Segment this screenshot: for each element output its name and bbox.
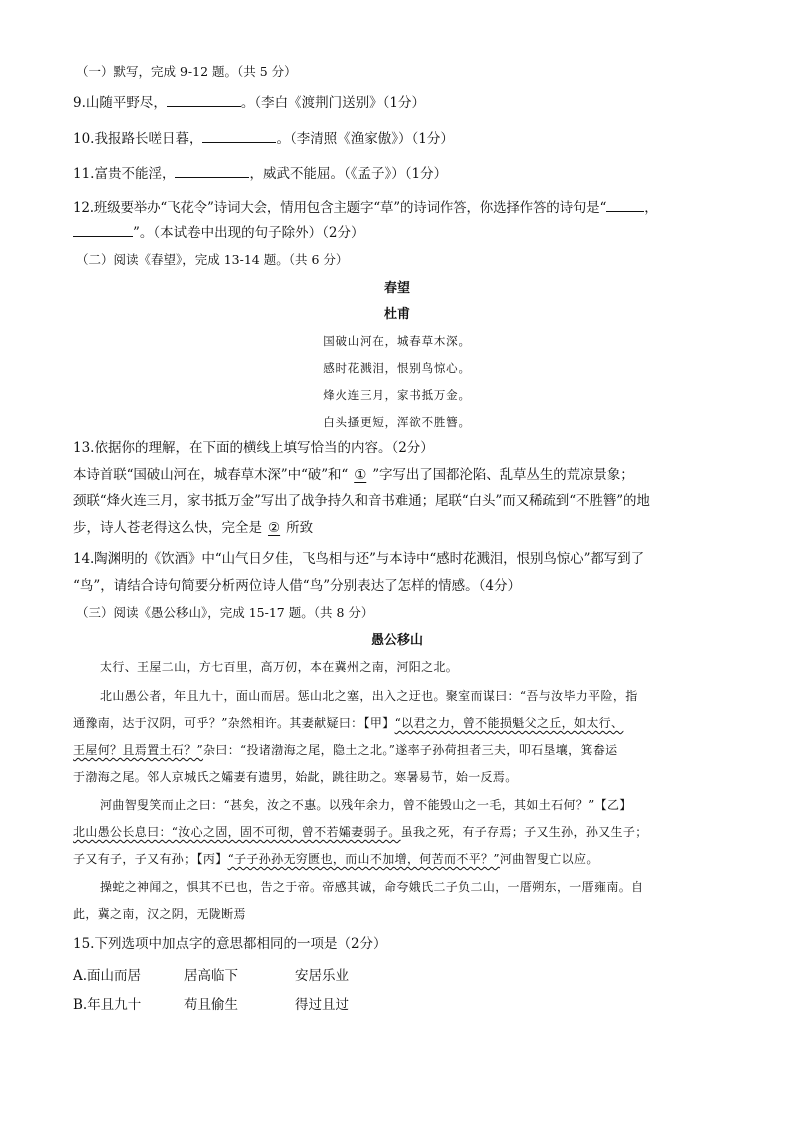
q9-text-before: 9.山随平野尽， (73, 95, 167, 111)
q11-text-before: 11.富贵不能淫， (73, 166, 176, 182)
poem-line: 感时花溅泪，恨别鸟惊心。 (323, 361, 471, 375)
q10-text-after: 。（李清照《渔家傲》）（1分） (276, 131, 454, 147)
option-label: A.面山而居 (73, 968, 142, 984)
question-10 (73, 128, 724, 149)
q13-text: ”字写出了国都沦陷、乱草丛生的荒凉景象； (372, 467, 634, 483)
q13-blank-2[interactable]: ② (268, 520, 281, 536)
section-heading-dictation: （一）默写，完成 9-12 题。（共 5 分） (76, 64, 297, 79)
passage-paragraph-1: 太行、王屋二山，方七百里，高万仞，本在冀州之南，河阳之北。 (100, 660, 459, 674)
question-12-line1 (73, 197, 724, 218)
passage-text: 虽我之死，有子存焉；子又生孙，孙又生子； (400, 825, 648, 839)
marked-sentence-yi: 北山愚公长息曰：“汝心之固，固不可彻，曾不若孀妻弱子。 (73, 825, 401, 839)
question-14-line2: “鸟”，请结合诗句简要分析两位诗人借“鸟”分别表达了怎样的情感。（4分） (73, 578, 521, 594)
q12-text: 12.班级要举办“飞花令”诗词大会，情用包含主题字“草”的诗词作答，你选择作答的诗句是“ (73, 200, 607, 216)
passage-paragraph-3-line2 (73, 822, 648, 842)
question-15-stem: 15.下列选项中加点字的意思都相同的一项是（2分） (73, 936, 387, 952)
q12-text-end: ”。（本试卷中出现的句子除外）（2分） (133, 225, 365, 241)
question-13-line2 (73, 465, 724, 485)
question-13-line3: 颈联“烽火连三月，家书抵万金”写出了战争持久和音书难通；尾联“白头”而又稀疏到“不胜簪”的地 (73, 493, 650, 509)
q13-text: 步，诗人苍老得这么快，完全是 (73, 520, 262, 536)
q13-text: 所致 (286, 520, 314, 536)
poem-line: 白头搔更短，浑欲不胜簪。 (323, 415, 471, 429)
section-heading-yugong: （三）阅读《愚公移山》，完成 15-17 题。（共 8 分） (76, 605, 374, 620)
poem-line: 烽火连三月，家书抵万金。 (323, 388, 471, 402)
q12-answer-blank-1[interactable] (606, 197, 644, 212)
option-item: 得过且过 (295, 997, 349, 1013)
q13-text: 本诗首联“国破山河在，城春草木深”中“破”和“ (73, 467, 349, 483)
passage-text: 通豫南，达于汉阴，可乎？”杂然相许。其妻献疑曰：【甲】 (73, 716, 395, 730)
passage-paragraph-4-line1: 操蛇之神闻之，惧其不已也，告之于帝。帝感其诚，命夸娥氏二子负二山，一厝朔东，一厝雍南。自 (100, 880, 644, 894)
question-13-line4 (73, 518, 724, 538)
passage-paragraph-2-line1: 北山愚公者，年且九十，面山而居。惩山北之塞，出入之迂也。聚室而谋曰：“吾与汝毕力平险，指 (100, 689, 638, 703)
marked-sentence-jia-cont: 王屋何？且焉置土石？” (73, 743, 203, 757)
passage-text: 杂曰：“投诸渤海之尾，隐土之北。”遂率子孙荷担者三夫，叩石垦壤，箕畚运 (203, 743, 618, 757)
q11-answer-blank[interactable] (175, 163, 249, 178)
passage-text: 河曲智叟亡以应。 (499, 852, 599, 866)
q12-answer-blank-2[interactable] (73, 222, 133, 237)
passage-paragraph-2-line2 (73, 713, 623, 733)
marked-sentence-jia: “以君之力，曾不能损魁父之丘，如太行、 (394, 716, 624, 730)
q9-text-after: 。（李白《渡荆门送别》（1分） (240, 95, 425, 111)
passage-paragraph-4-line2: 此，冀之南，汉之阴，无陇断焉 (73, 907, 246, 921)
question-11 (73, 163, 724, 184)
passage-paragraph-3-line1: 河曲智叟笑而止之曰：“甚矣，汝之不惠。以残年余力，曾不能毁山之一毛，其如土石何？”【乙】 (100, 798, 632, 812)
q10-text-before: 10.我报路长嗟日暮， (73, 131, 203, 147)
q11-text-after: ，威武不能屈。（《孟子》）（1分） (249, 166, 448, 182)
marked-sentence-bing: “子子孙孙无穷匮也，而山不加增，何苦而不平？” (227, 852, 500, 866)
option-item: 苟且偷生 (184, 997, 238, 1013)
option-item: 居高临下 (184, 968, 238, 984)
option-label: B.年且九十 (73, 997, 142, 1013)
poem-title: 春望 (383, 281, 410, 296)
passage-title: 愚公移山 (370, 633, 423, 648)
option-item: 安居乐业 (295, 968, 349, 984)
passage-text: 子又有子，子又有孙；【丙】 (73, 852, 228, 866)
question-9 (73, 92, 724, 113)
q13-blank-1[interactable]: ① (354, 467, 367, 483)
poem-author: 杜甫 (383, 307, 410, 322)
q12-comma: ， (644, 200, 658, 216)
passage-paragraph-3-line3 (73, 849, 599, 869)
passage-paragraph-2-line3 (73, 740, 618, 760)
passage-paragraph-2-line4: 于渤海之尾。邻人京城氏之孀妻有遗男，始龀，跳往助之。寒暑易节，始一反焉。 (73, 770, 518, 784)
section-heading-chunwang: （二）阅读《春望》，完成 13-14 题。（共 6 分） (76, 252, 349, 267)
poem-line: 国破山河在，城春草木深。 (323, 334, 471, 348)
q9-answer-blank[interactable] (167, 92, 241, 107)
question-14-line1: 14.陶渊明的《饮酒》中“山气日夕佳，飞鸟相与还”与本诗中“感时花溅泪，恨别鸟惊心”都写到了 (73, 551, 644, 567)
q10-answer-blank[interactable] (202, 128, 276, 143)
question-13-stem: 13.依据你的理解，在下面的横线上填写恰当的内容。（2分） (73, 440, 434, 456)
question-12-line2 (73, 222, 724, 243)
